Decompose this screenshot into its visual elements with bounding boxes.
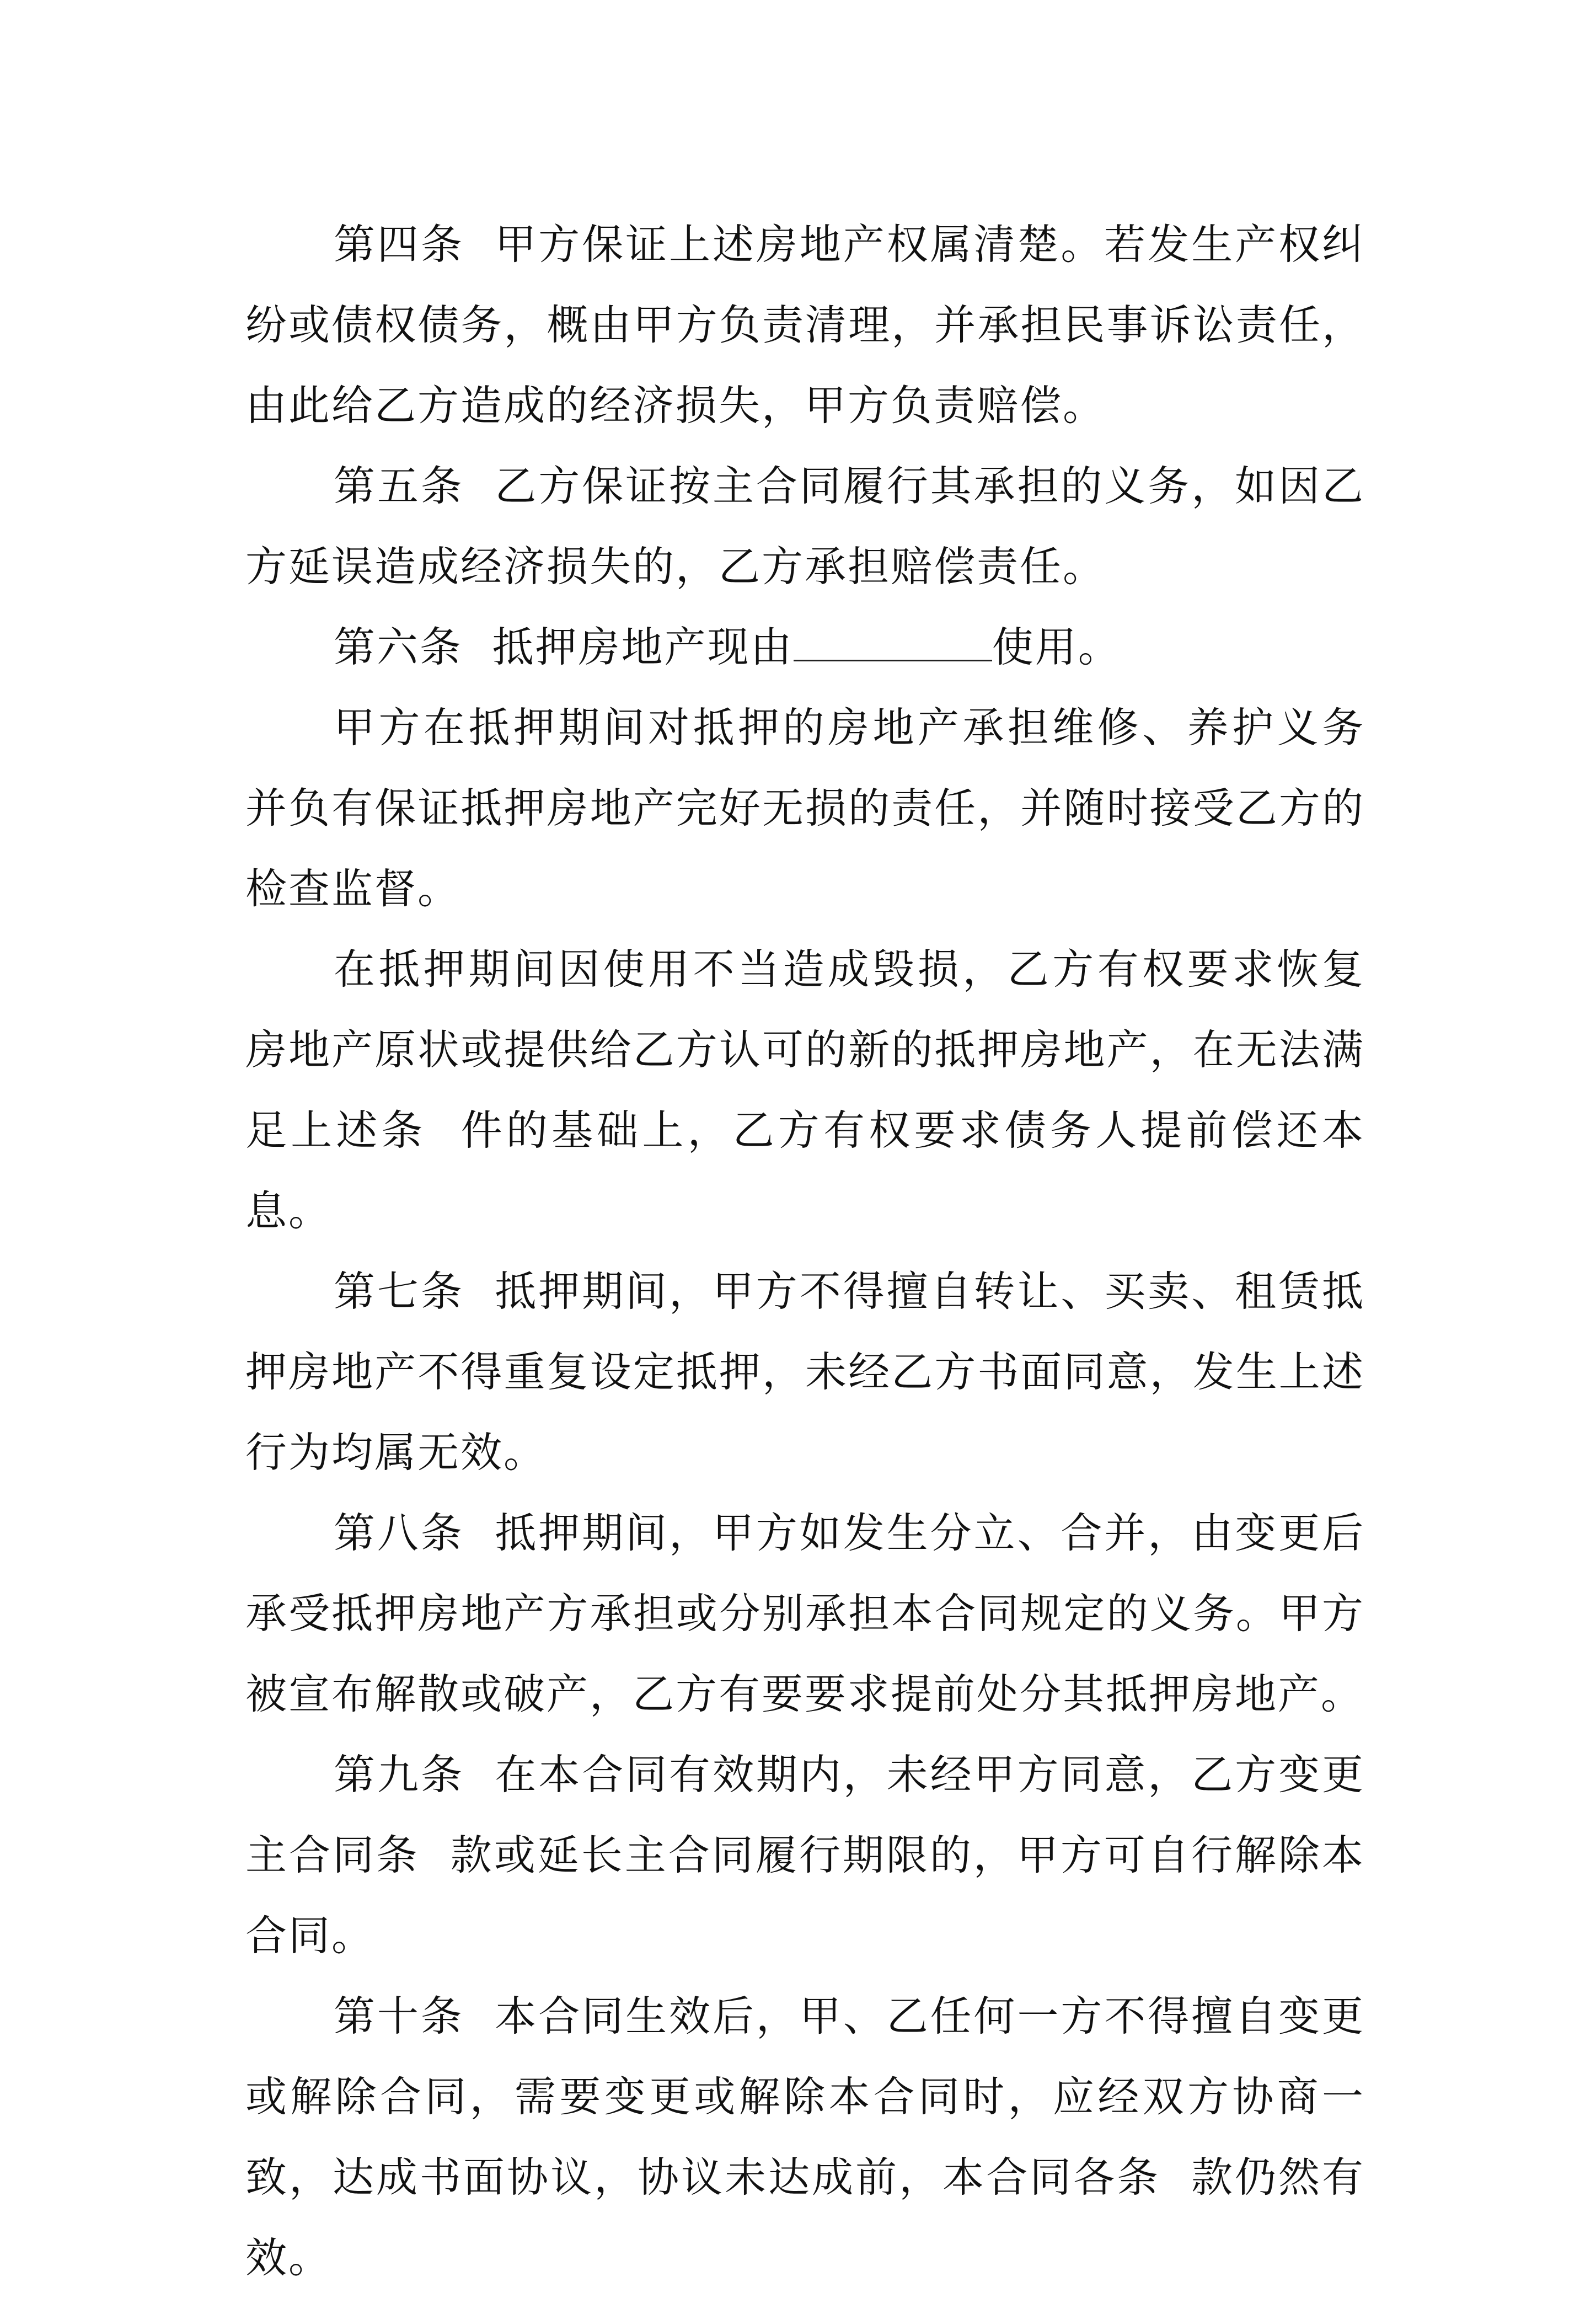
article-10-paragraph: 第十条 本合同生效后，甲、乙任何一方不得擅自变更或解除合同，需要变更或解除本合同时，应经双方协商一致，达成书面协议，协议未达成前，本合同各条 款仍然有效。 (245, 1992, 1365, 2282)
article-4-paragraph: 第四条 甲方保证上述房地产权属清楚。若发生产权纠纷或债权债务，概由甲方负责清理，并承担民事诉讼责任，由此给乙方造成的经济损失，甲方负责赔偿。 (245, 220, 1365, 430)
article-8-paragraph: 第八条 抵押期间，甲方如发生分立、合并，由变更后承受抵押房地产方承担或分别承担本合同规定的义务。甲方被宣布解散或破产，乙方有要要求提前处分其抵押房地产。 (245, 1509, 1365, 1718)
maintenance-paragraph: 甲方在抵押期间对抵押的房地产承担维修、养护义务并负有保证抵押房地产完好无损的责任，并随时接受乙方的检查监督。 (245, 703, 1365, 913)
article-6-suffix: 使用。 (992, 623, 1121, 671)
fill-in-blank (794, 627, 992, 661)
damage-paragraph: 在抵押期间因使用不当造成毁损，乙方有权要求恢复房地产原状或提供给乙方认可的新的抵押房地产，在无法满足上述条 件的基础上，乙方有权要求债务人提前偿还本息。 (245, 945, 1365, 1235)
article-6-prefix: 第六条 抵押房地产现由 (334, 623, 794, 671)
article-7-paragraph: 第七条 抵押期间，甲方不得擅自转让、买卖、租赁抵押房地产不得重复设定抵押，未经乙方书面同意，发生上述行为均属无效。 (245, 1267, 1365, 1477)
article-5-paragraph: 第五条 乙方保证按主合同履行其承担的义务，如因乙方延误造成经济损失的，乙方承担赔偿责任。 (245, 462, 1365, 591)
article-6-paragraph (245, 607, 1365, 687)
article-9-paragraph: 第九条 在本合同有效期内，未经甲方同意，乙方变更主合同条 款或延长主合同履行期限的，甲方可自行解除本合同。 (245, 1750, 1365, 1960)
document-body (245, 204, 1365, 2298)
